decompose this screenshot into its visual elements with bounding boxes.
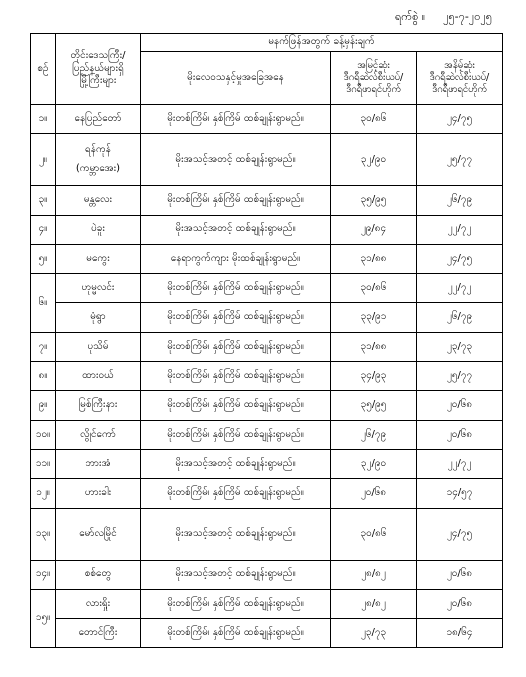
- city-name: ဘားအံ: [56, 449, 141, 478]
- min-temp: ၁၄/၅၇: [417, 479, 503, 508]
- table-row: [31, 619, 503, 648]
- date-label: ရက်စွဲ ။: [394, 10, 426, 23]
- max-temp: ၃၅/၉၅: [331, 391, 417, 420]
- table-row: [31, 391, 503, 420]
- row-number: ၁၅။: [31, 589, 56, 648]
- table-row: [31, 244, 503, 273]
- city-name: မန္တလေး: [56, 186, 141, 215]
- weather-condition: မိုးတစ်ကြိမ်၊ နှစ်ကြိမ် ထစ်ချုန်းရွာမည်။: [141, 303, 331, 332]
- city-name: မြစ်ကြီးနား: [56, 391, 141, 420]
- max-temp: ၂၆/၇၉: [331, 420, 417, 449]
- table-row: [31, 332, 503, 361]
- min-temp: ၁၈/၆၄: [417, 619, 503, 648]
- row-number: ၇။: [31, 332, 56, 361]
- city-name: နေပြည်တော်: [56, 105, 141, 134]
- table-row: [31, 479, 503, 508]
- max-temp: ၃၂/၉၀: [331, 134, 417, 186]
- max-temp: ၃၄/၉၃: [331, 362, 417, 391]
- city-name: စစ်တွေ: [56, 560, 141, 589]
- max-temp: ၂၉/၈၄: [331, 215, 417, 244]
- min-temp: ၂၂/၇၂: [417, 274, 503, 303]
- max-temp: ၂၀/၆၈: [331, 479, 417, 508]
- column-header-max-temp: အမြင့်ဆုံး ဒီဂရီဆဲလ်စီးယပ်/ ဒီဂရီဖာရင်ဟိုက်: [331, 52, 417, 105]
- forecast-table-body: [31, 105, 503, 648]
- table-row: [31, 186, 503, 215]
- city-name: ပုသိမ်: [56, 332, 141, 361]
- weather-condition: မိုးအသင့်အတင့် ထစ်ချုန်းရွာမည်။: [141, 215, 331, 244]
- max-temp: ၃၂/၉၀: [331, 449, 417, 478]
- min-temp: ၂၃/၇၃: [417, 332, 503, 361]
- row-number: ၁၄။: [31, 560, 56, 589]
- row-number: ၃။: [31, 186, 56, 215]
- row-number: ၄။: [31, 215, 56, 244]
- weather-condition: မိုးတစ်ကြိမ်၊ နှစ်ကြိမ် ထစ်ချုန်းရွာမည်။: [141, 274, 331, 303]
- city-name: မကွေး: [56, 244, 141, 273]
- table-row: [31, 215, 503, 244]
- min-temp: ၂၂/၇၂: [417, 449, 503, 478]
- row-number: ၆။: [31, 274, 56, 333]
- table-row: [31, 362, 503, 391]
- row-number: ၉။: [31, 391, 56, 420]
- weather-condition: မိုးတစ်ကြိမ်၊ နှစ်ကြိမ် ထစ်ချုန်းရွာမည်။: [141, 332, 331, 361]
- max-temp: ၃၅/၉၅: [331, 186, 417, 215]
- column-header-no: စဉ်: [31, 34, 56, 105]
- min-temp: ၂၆/၇၉: [417, 186, 503, 215]
- table-row: [31, 449, 503, 478]
- row-number: ၁၃။: [31, 508, 56, 560]
- min-temp: ၂၄/၇၅: [417, 508, 503, 560]
- weather-condition: နေရာကွက်ကျား မိုးထစ်ချုန်းရွာမည်။: [141, 244, 331, 273]
- city-subname: (ကမ္ဘာအေး): [75, 162, 121, 174]
- weather-condition: မိုးအသင့်အတင့် ထစ်ချုန်းရွာမည်။: [141, 560, 331, 589]
- weather-condition: မိုးအသင့်အတင့် ထစ်ချုန်းရွာမည်။: [141, 134, 331, 186]
- weather-condition: မိုးတစ်ကြိမ်၊ နှစ်ကြိမ် ထစ်ချုန်းရွာမည်။: [141, 105, 331, 134]
- max-temp: ၃၁/၈၈: [331, 244, 417, 273]
- min-temp: ၂၀/၆၈: [417, 589, 503, 618]
- table-row: [31, 560, 503, 589]
- city-name: ရန်ကုန် (ကမ္ဘာအေး): [56, 134, 141, 186]
- table-row: [31, 274, 503, 303]
- city-name: ပဲခူး: [56, 215, 141, 244]
- city-name: ထားဝယ်: [56, 362, 141, 391]
- forecast-table-header: [31, 34, 503, 105]
- weather-condition: မိုးတစ်ကြိမ်၊ နှစ်ကြိမ် ထစ်ချုန်းရွာမည်။: [141, 391, 331, 420]
- city-name: လားရှိုး: [56, 589, 141, 618]
- max-temp: ၃၀/၈၆: [331, 508, 417, 560]
- city-name: ဟားခါး: [56, 479, 141, 508]
- min-temp: ၂၅/၇၇: [417, 134, 503, 186]
- table-row: [31, 303, 503, 332]
- column-header-condition: မိုးလေဝသနှင့်မှုအခြေအနေ: [141, 52, 331, 105]
- city-name: တောင်ကြီး: [56, 619, 141, 648]
- min-temp: ၂၀/၆၈: [417, 560, 503, 589]
- column-header-forecast-group: မနက်ဖြန်အတွက် ခန့်မှန်းချက်: [141, 34, 503, 52]
- row-number: ၂။: [31, 134, 56, 186]
- max-temp: ၃၀/၈၆: [331, 274, 417, 303]
- table-row: [31, 105, 503, 134]
- row-number: ၁၁။: [31, 449, 56, 478]
- table-row: [31, 134, 503, 186]
- date-value: ၂၅-၇-၂၀၂၅: [443, 10, 492, 23]
- row-number: ၁။: [31, 105, 56, 134]
- column-header-region: တိုင်းဒေသကြီး/ ပြည်နယ်များရှိ မြို့ကြီးများ: [56, 34, 141, 105]
- forecast-table: [30, 33, 503, 648]
- min-temp: ၂၆/၇၉: [417, 303, 503, 332]
- weather-condition: မိုးတစ်ကြိမ်၊ နှစ်ကြိမ် ထစ်ချုန်းရွာမည်။: [141, 619, 331, 648]
- min-temp: ၂၄/၇၅: [417, 244, 503, 273]
- table-row: [31, 589, 503, 618]
- city-name: မော်လမြိုင်: [56, 508, 141, 560]
- weather-condition: မိုးတစ်ကြိမ်၊ နှစ်ကြိမ် ထစ်ချုန်းရွာမည်။: [141, 479, 331, 508]
- row-number: ၁၂။: [31, 479, 56, 508]
- max-temp: ၂၈/၈၂: [331, 560, 417, 589]
- max-temp: ၃၃/၉၁: [331, 303, 417, 332]
- max-temp: ၂၈/၈၂: [331, 589, 417, 618]
- min-temp: ၂၂/၇၂: [417, 215, 503, 244]
- column-header-min-temp: အနိမ့်ဆုံး ဒီဂရီဆဲလ်စီးယပ်/ ဒီဂရီဖာရင်ဟိုက်: [417, 52, 503, 105]
- max-temp: ၂၃/၇၃: [331, 619, 417, 648]
- min-temp: ၂၅/၇၇: [417, 362, 503, 391]
- max-temp: ၃၀/၈၆: [331, 105, 417, 134]
- row-number: ၅။: [31, 244, 56, 273]
- row-number: ၈။: [31, 362, 56, 391]
- weather-condition: မိုးတစ်ကြိမ်၊ နှစ်ကြိမ် ထစ်ချုန်းရွာမည်။: [141, 186, 331, 215]
- date-line: [395, 10, 492, 26]
- min-temp: ၂၄/၇၅: [417, 105, 503, 134]
- weather-condition: မိုးတစ်ကြိမ်၊ နှစ်ကြိမ် ထစ်ချုန်းရွာမည်။: [141, 420, 331, 449]
- city-name: ဟုမ္မလင်း: [56, 274, 141, 303]
- min-temp: ၂၀/၆၈: [417, 391, 503, 420]
- table-row: [31, 508, 503, 560]
- weather-condition: မိုးတစ်ကြိမ်၊ နှစ်ကြိမ် ထစ်ချုန်းရွာမည်။: [141, 362, 331, 391]
- max-temp: ၃၁/၈၈: [331, 332, 417, 361]
- table-row: [31, 420, 503, 449]
- row-number: ၁၀။: [31, 420, 56, 449]
- weather-condition: မိုးအသင့်အတင့် ထစ်ချုန်းရွာမည်။: [141, 508, 331, 560]
- city-name: မုံရွာ: [56, 303, 141, 332]
- city-name: လွိုင်ကော်: [56, 420, 141, 449]
- weather-condition: မိုးအသင့်အတင့် ထစ်ချုန်းရွာမည်။: [141, 449, 331, 478]
- weather-condition: မိုးတစ်ကြိမ်၊ နှစ်ကြိမ် ထစ်ချုန်းရွာမည်။: [141, 589, 331, 618]
- min-temp: ၂၀/၆၈: [417, 420, 503, 449]
